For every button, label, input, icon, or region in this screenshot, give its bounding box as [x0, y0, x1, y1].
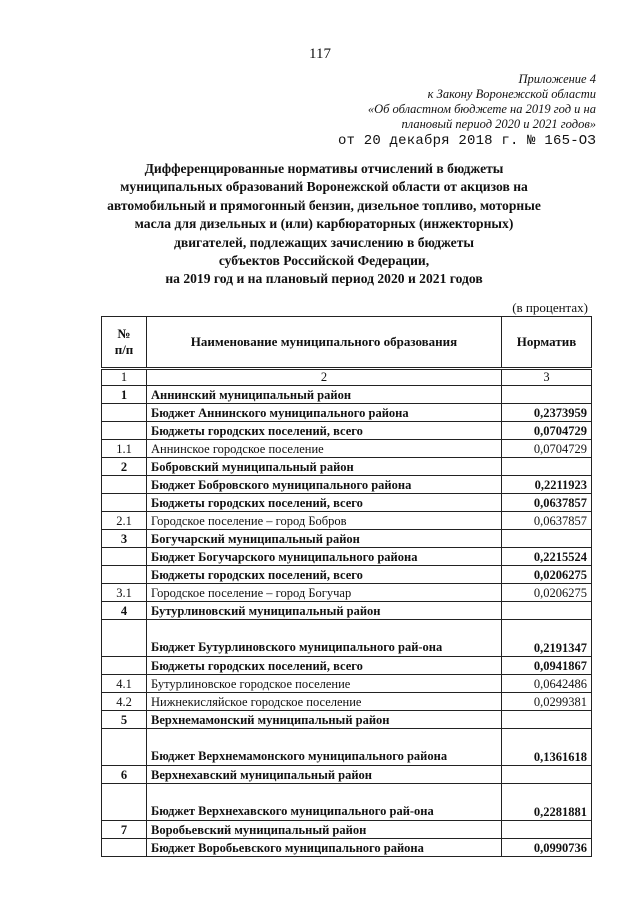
table-row	[102, 422, 592, 440]
municipality-name: Бюджеты городских поселений, всего	[147, 657, 502, 675]
municipality-name: Верхнехавский муниципальный район	[147, 766, 502, 784]
units-note: (в процентах)	[512, 300, 588, 315]
municipality-name: Бюджеты городских поселений, всего	[147, 566, 502, 584]
table-header-row	[102, 317, 592, 369]
normative-value: 0,0941867	[502, 657, 592, 675]
title-line: Дифференцированные нормативы отчислений в бюджеты	[144, 161, 504, 176]
title-line: на 2019 год и на плановый период 2020 и 2021 годов	[165, 271, 483, 287]
table-row	[102, 766, 592, 784]
row-number: 3	[102, 530, 147, 548]
normative-value: 0,0299381	[502, 693, 592, 711]
title-line: автомобильный и прямогонный бензин, дизельное топливо, моторные	[107, 197, 541, 213]
row-number	[102, 784, 147, 821]
normative-value: 0,0206275	[502, 584, 592, 602]
municipality-name: Аннинское городское поселение	[147, 440, 502, 458]
row-number	[102, 620, 147, 657]
normative-value: 0,0637857	[502, 512, 592, 530]
row-number	[102, 476, 147, 494]
normative-value: 0,2191347	[502, 620, 592, 657]
table-row	[102, 584, 592, 602]
municipality-name: Бюджет Аннинского муниципального района	[147, 404, 502, 422]
normative-value	[502, 821, 592, 839]
document-title	[90, 160, 558, 289]
municipality-name: Богучарский муниципальный район	[147, 530, 502, 548]
municipality-name: Бюджет Богучарского муниципального района	[147, 548, 502, 566]
normative-value: 0,0637857	[502, 494, 592, 512]
municipality-name: Бюджет Воробьевского муниципального района	[147, 839, 502, 857]
appendix-line-2: к Закону Воронежской области	[427, 87, 596, 101]
municipality-name: Бюджет Верхнехавского муниципального рай-она	[147, 784, 502, 821]
row-number: 6	[102, 766, 147, 784]
law-date-stamp: от 20 декабря 2018 г. № 165-ОЗ	[337, 133, 596, 149]
row-number: 4.2	[102, 693, 147, 711]
table-body	[102, 369, 592, 857]
row-number	[102, 548, 147, 566]
municipality-name: Городское поселение – город Бобров	[147, 512, 502, 530]
table-row	[102, 602, 592, 620]
title-line: масла для дизельных и (или) карбюраторных (инжекторных)	[134, 216, 514, 232]
row-number	[102, 404, 147, 422]
normative-value: 0,0642486	[502, 675, 592, 693]
municipality-name: Бюджеты городских поселений, всего	[147, 422, 502, 440]
column-number: 1	[102, 369, 147, 386]
row-number: 4	[102, 602, 147, 620]
appendix-note	[296, 72, 596, 149]
appendix-line-4: плановый период 2020 и 2021 годов»	[401, 117, 596, 131]
normative-value: 0,0704729	[502, 422, 592, 440]
normative-value	[502, 386, 592, 404]
table-row	[102, 784, 592, 821]
appendix-line-3: «Об областном бюджете на 2019 год и на	[367, 102, 596, 116]
table-row	[102, 494, 592, 512]
normative-value	[502, 458, 592, 476]
municipality-name: Нижнекисляйское городское поселение	[147, 693, 502, 711]
row-number: 3.1	[102, 584, 147, 602]
row-number: 5	[102, 711, 147, 729]
table-row	[102, 548, 592, 566]
normative-value: 0,0704729	[502, 440, 592, 458]
normative-value	[502, 530, 592, 548]
table-row	[102, 530, 592, 548]
table-row	[102, 440, 592, 458]
column-number: 3	[502, 369, 592, 386]
row-number: 1	[102, 386, 147, 404]
header-name: Наименование муниципального образования	[147, 317, 502, 369]
table-row	[102, 657, 592, 675]
column-number-row	[102, 369, 592, 386]
municipality-name: Воробьевский муниципальный район	[147, 821, 502, 839]
header-number	[102, 317, 147, 369]
municipality-name: Бюджет Бобровского муниципального района	[147, 476, 502, 494]
row-number	[102, 729, 147, 766]
table-row	[102, 839, 592, 857]
normative-value	[502, 766, 592, 784]
table-row	[102, 458, 592, 476]
page-number: 117	[309, 46, 331, 62]
table-row	[102, 476, 592, 494]
row-number	[102, 422, 147, 440]
municipality-name: Бобровский муниципальный район	[147, 458, 502, 476]
title-line: субъектов Российской Федерации,	[218, 253, 430, 269]
table-row	[102, 729, 592, 766]
row-number	[102, 657, 147, 675]
table-row	[102, 620, 592, 657]
header-number-line2: п/п	[114, 342, 134, 357]
normative-value	[502, 711, 592, 729]
table-row	[102, 693, 592, 711]
row-number: 2	[102, 458, 147, 476]
row-number	[102, 566, 147, 584]
municipality-name: Бутурлиновское городское поселение	[147, 675, 502, 693]
title-line: двигателей, подлежащих зачислению в бюджеты	[174, 234, 474, 250]
header-value: Норматив	[502, 317, 592, 369]
appendix-line-1: Приложение 4	[518, 72, 596, 86]
municipality-name: Бюджет Верхнемамонского муниципального района	[147, 729, 502, 766]
municipality-name: Верхнемамонский муниципальный район	[147, 711, 502, 729]
municipality-name: Бутурлиновский муниципальный район	[147, 602, 502, 620]
table-row	[102, 512, 592, 530]
table-row	[102, 386, 592, 404]
table-row	[102, 566, 592, 584]
header-number-line1: №	[117, 326, 131, 341]
row-number: 1.1	[102, 440, 147, 458]
row-number	[102, 839, 147, 857]
normative-value: 0,2281881	[502, 784, 592, 821]
table-row	[102, 711, 592, 729]
normative-value: 0,2215524	[502, 548, 592, 566]
municipality-name: Городское поселение – город Богучар	[147, 584, 502, 602]
row-number: 7	[102, 821, 147, 839]
normative-value: 0,2373959	[502, 404, 592, 422]
municipality-name: Аннинский муниципальный район	[147, 386, 502, 404]
table-row	[102, 821, 592, 839]
row-number: 4.1	[102, 675, 147, 693]
normative-value: 0,1361618	[502, 729, 592, 766]
normative-value: 0,0206275	[502, 566, 592, 584]
allocation-table	[101, 316, 592, 857]
municipality-name: Бюджеты городских поселений, всего	[147, 494, 502, 512]
row-number: 2.1	[102, 512, 147, 530]
municipality-name: Бюджет Бутурлиновского муниципального рай-она	[147, 620, 502, 657]
normative-value	[502, 602, 592, 620]
normative-value: 0,2211923	[502, 476, 592, 494]
column-number: 2	[147, 369, 502, 386]
row-number	[102, 494, 147, 512]
table-row	[102, 675, 592, 693]
title-line: муниципальных образований Воронежской области от акцизов на	[120, 179, 528, 195]
normative-value: 0,0990736	[502, 839, 592, 857]
table-row	[102, 404, 592, 422]
